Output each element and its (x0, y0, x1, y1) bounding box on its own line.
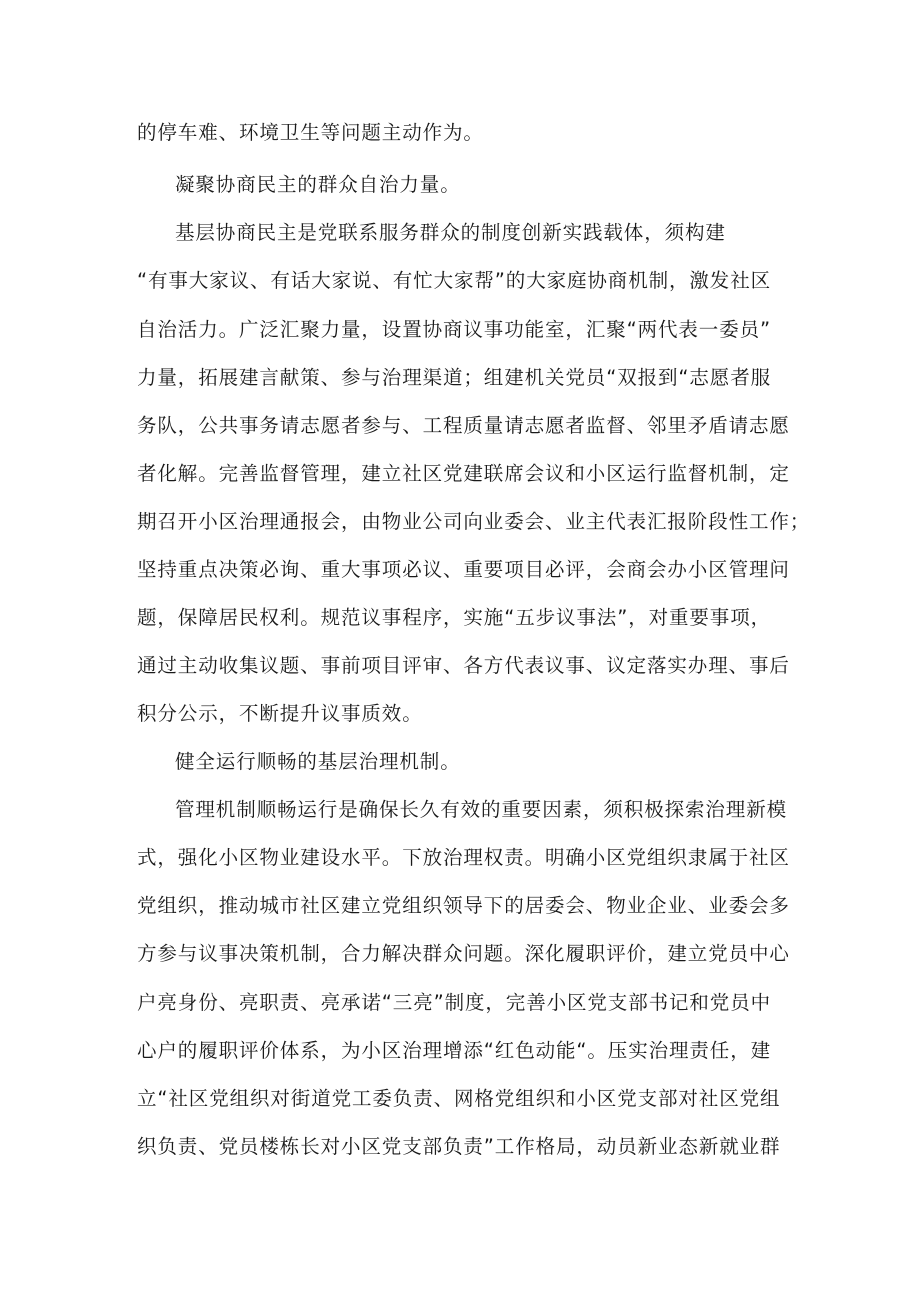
text-line-18: 方参与议事决策机制，合力解决群众问题。深化履职评价，建立党员中心 (137, 942, 790, 965)
text-line-9: 期召开小区治理通报会，由物业公司向业委会、业主代表汇报阶段性工作； (137, 510, 811, 533)
text-line-5: 自治活力。广泛汇聚力量，设置协商议事功能室，汇聚“两代表一委员” (137, 318, 772, 341)
text-line-20: 心户的履职评价体系，为小区治理增添“红色动能“。压实治理责任，建 (137, 1039, 772, 1062)
text-line-19: 户亮身份、亮职责、亮承诺“三亮”制度，完善小区党支部书记和党员中 (137, 991, 772, 1014)
text-line-1: 的停车难、环境卫生等问题主动作为。 (137, 121, 484, 144)
heading-line-2: 健全运行顺畅的基层治理机制。 (175, 750, 461, 773)
text-line-6: 力量，拓展建言献策、参与治理渠道；组建机关党员“双报到“志愿者服 (137, 366, 772, 389)
text-line-16: 式，强化小区物业建设水平。下放治理权责。明确小区党组织隶属于社区 (137, 846, 790, 869)
text-line-4: “有事大家议、有话大家说、有忙大家帮”的大家庭协商机制，激发社区 (137, 269, 772, 292)
text-line-21: 立“社区党组织对街道党工委负责、网格党组织和小区党支部对社区党组 (137, 1087, 781, 1110)
text-line-8: 者化解。完善监督管理，建立社区党建联席会议和小区运行监督机制，定 (137, 462, 790, 485)
text-line-3: 基层协商民主是党联系服务群众的制度创新实践载体，须构建 (175, 221, 726, 244)
text-line-10: 坚持重点决策必询、重大事项必议、重要项目必评，会商会办小区管理问 (137, 558, 790, 581)
text-line-17: 党组织，推动城市社区建立党组织领导下的居委会、物业企业、业委会多 (137, 894, 790, 917)
text-line-22: 织负责、党员楼栋长对小区党支部负责”工作格局，动员新业态新就业群 (137, 1135, 781, 1158)
text-line-15: 管理机制顺畅运行是确保长久有效的重要因素，须积极探索治理新模 (175, 798, 788, 821)
text-line-11: 题，保障居民权利。规范议事程序，实施“五步议事法”，对重要事项， (137, 606, 772, 629)
heading-line-1: 凝聚协商民主的群众自治力量。 (175, 173, 461, 196)
text-line-12: 通过主动收集议题、事前项目评审、各方代表议事、议定落实办理、事后 (137, 654, 790, 677)
text-line-13: 积分公示，不断提升议事质效。 (137, 702, 423, 725)
text-line-7: 务队，公共事务请志愿者参与、工程质量请志愿者监督、邻里矛盾请志愿 (137, 414, 790, 437)
